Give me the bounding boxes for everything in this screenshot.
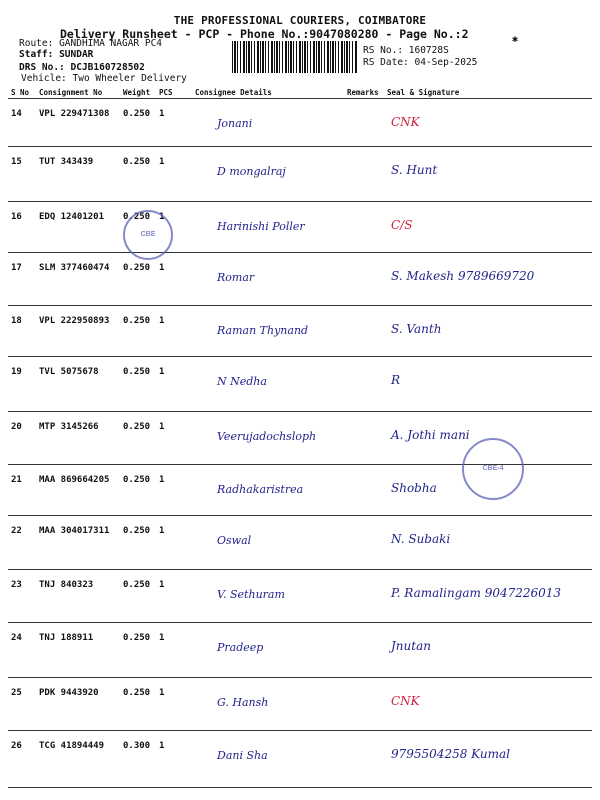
table-row (8, 99, 592, 147)
cell-pcs-text: 1 (159, 157, 165, 167)
cell-signature (384, 678, 592, 731)
col-remarks: Remarks (344, 86, 384, 99)
cell-weight (120, 253, 156, 306)
cell-signature-text: C/S (391, 218, 413, 232)
cell-consignee (192, 147, 344, 202)
table-row (8, 570, 592, 623)
cell-consignment (36, 357, 120, 412)
cell-consignment-text: TNJ 188911 (39, 633, 94, 643)
cell-pcs (156, 678, 192, 731)
cell-consignment-text: VPL 229471308 (39, 109, 110, 119)
cell-sno-text: 22 (11, 526, 22, 536)
cell-consignment-text: MAA 304017311 (39, 526, 110, 536)
cell-sno (8, 465, 36, 516)
cell-weight-text: 0.250 (123, 633, 151, 643)
cell-pcs-text: 1 (159, 633, 165, 643)
cell-signature (384, 253, 592, 306)
cell-signature-text: Shobha (391, 481, 437, 495)
cell-weight (120, 412, 156, 465)
cell-pcs (156, 306, 192, 357)
cell-pcs (156, 357, 192, 412)
seal-stamp-cbe: CBE (123, 210, 173, 260)
cell-weight (120, 516, 156, 570)
cell-consignee-text: Radhakaristrea (217, 483, 304, 496)
cell-remarks (344, 570, 384, 623)
cell-consignee (192, 731, 344, 788)
cell-weight-text: 0.250 (123, 263, 151, 273)
cell-consignee (192, 357, 344, 412)
cell-sno (8, 731, 36, 788)
table-row (8, 516, 592, 570)
table-row (8, 731, 592, 788)
cell-weight-text: 0.250 (123, 212, 151, 222)
cell-signature-text: S. Hunt (391, 163, 438, 177)
cell-consignment-text: MTP 3145266 (39, 422, 99, 432)
cell-weight-text: 0.250 (123, 580, 151, 590)
cell-remarks (344, 412, 384, 465)
cell-signature (384, 99, 592, 147)
cell-sno-text: 20 (11, 422, 22, 432)
cell-weight (120, 99, 156, 147)
cell-weight-text: 0.250 (123, 422, 151, 432)
cell-sno (8, 202, 36, 253)
route-line (19, 38, 162, 49)
table-row (8, 306, 592, 357)
staff-value: SUNDAR (59, 49, 94, 60)
cell-sno-text: 18 (11, 316, 22, 326)
cell-pcs-text: 1 (159, 475, 165, 485)
cell-weight-text: 0.250 (123, 316, 151, 326)
route-label: Route: (19, 38, 54, 49)
cell-weight (120, 306, 156, 357)
cell-consignment-text: MAA 869664205 (39, 475, 110, 485)
cell-weight (120, 678, 156, 731)
cell-consignee-text: V. Sethuram (217, 588, 285, 601)
cell-consignment-text: TVL 5075678 (39, 367, 99, 377)
vehicle-line (21, 73, 187, 84)
cell-consignee (192, 306, 344, 357)
cell-pcs (156, 465, 192, 516)
cell-weight (120, 731, 156, 788)
vehicle-label: Vehicle: (21, 73, 67, 84)
cell-weight (120, 147, 156, 202)
cell-consignment (36, 516, 120, 570)
cell-sno (8, 253, 36, 306)
cell-consignee-text: Veerujadochsloph (217, 430, 317, 443)
cell-consignment (36, 99, 120, 147)
cell-consignment-text: TCG 41894449 (39, 741, 105, 751)
vehicle-value: Two Wheeler Delivery (72, 73, 187, 84)
cell-signature (384, 202, 592, 253)
cell-remarks (344, 99, 384, 147)
cell-sno-text: 24 (11, 633, 22, 643)
runsheet-table (8, 86, 592, 788)
cell-consignee-text: Pradeep (217, 641, 264, 654)
cell-pcs (156, 147, 192, 202)
cell-consignee-text: G. Hansh (217, 696, 269, 709)
table-header (8, 86, 592, 99)
cell-weight (120, 357, 156, 412)
cell-remarks (344, 357, 384, 412)
cell-remarks (344, 147, 384, 202)
cell-consignment (36, 678, 120, 731)
cell-remarks (344, 516, 384, 570)
cell-pcs (156, 570, 192, 623)
cell-weight-text: 0.250 (123, 157, 151, 167)
cell-consignee (192, 202, 344, 253)
staff-label: Staff: (19, 49, 54, 60)
cell-signature-text: A. Jothi mani (391, 428, 470, 442)
cell-sno-text: 25 (11, 688, 22, 698)
cell-signature-text: CNK (391, 694, 420, 708)
cell-pcs-text: 1 (159, 263, 165, 273)
table-row (8, 202, 592, 253)
cell-remarks (344, 202, 384, 253)
cell-signature (384, 357, 592, 412)
cell-sno-text: 15 (11, 157, 22, 167)
col-weight: Weight (120, 86, 156, 99)
cell-consignment-text: EDQ 12401201 (39, 212, 105, 222)
table-row (8, 253, 592, 306)
table-row (8, 147, 592, 202)
cell-sno-text: 16 (11, 212, 22, 222)
cell-signature (384, 623, 592, 678)
route-value: GANDHIMA NAGAR PC4 (59, 38, 163, 49)
cell-consignment (36, 570, 120, 623)
cell-signature (384, 516, 592, 570)
cell-weight (120, 623, 156, 678)
cell-pcs-text: 1 (159, 367, 165, 377)
cell-consignee (192, 412, 344, 465)
cell-sno-text: 23 (11, 580, 22, 590)
cell-signature-text: CNK (391, 115, 420, 129)
col-sno: S No (8, 86, 36, 99)
cell-consignee (192, 253, 344, 306)
cell-consignment-text: VPL 222950893 (39, 316, 110, 326)
cell-consignee-text: Oswal (217, 534, 252, 547)
cell-signature-text: N. Subaki (391, 532, 451, 546)
cell-consignment (36, 147, 120, 202)
cell-sno (8, 357, 36, 412)
cell-pcs (156, 623, 192, 678)
cell-pcs-text: 1 (159, 526, 165, 536)
cell-signature (384, 570, 592, 623)
table-row (8, 623, 592, 678)
cell-remarks (344, 306, 384, 357)
cell-consignee-text: Jonani (217, 117, 253, 130)
cell-signature (384, 731, 592, 788)
cell-consignment (36, 731, 120, 788)
cell-signature (384, 147, 592, 202)
cell-sno-text: 26 (11, 741, 22, 751)
cell-sno-text: 21 (11, 475, 22, 485)
cell-consignment (36, 412, 120, 465)
cell-signature-text: P. Ramalingam 9047226013 (391, 586, 562, 600)
cell-weight-text: 0.250 (123, 367, 151, 377)
cell-weight-text: 0.250 (123, 475, 151, 485)
cell-remarks (344, 623, 384, 678)
cell-remarks (344, 253, 384, 306)
rs-date: RS Date: 04-Sep-2025 (363, 57, 478, 68)
cell-consignment-text: TNJ 840323 (39, 580, 94, 590)
cell-remarks (344, 678, 384, 731)
cell-weight (120, 570, 156, 623)
staff-line (19, 49, 93, 60)
rs-number: RS No.: 160728S (363, 45, 449, 56)
cell-consignee-text: D mongalraj (217, 165, 286, 178)
cell-sno (8, 678, 36, 731)
cell-weight (120, 465, 156, 516)
cell-consignment (36, 623, 120, 678)
cell-consignee-text: N Nedha (217, 375, 267, 388)
cell-consignment (36, 465, 120, 516)
seal-stamp-minerals: CBE-4 (462, 438, 524, 500)
cell-sno (8, 147, 36, 202)
col-consignment: Consignment No (36, 86, 120, 99)
cell-pcs (156, 253, 192, 306)
barcode-image (232, 41, 358, 73)
cell-consignment (36, 202, 120, 253)
cell-consignment (36, 253, 120, 306)
cell-consignee (192, 465, 344, 516)
cell-pcs (156, 731, 192, 788)
cell-pcs (156, 99, 192, 147)
mark-icon: ✱ (512, 34, 519, 45)
cell-consignee (192, 678, 344, 731)
drs-line (19, 62, 145, 73)
cell-sno (8, 412, 36, 465)
cell-consignee (192, 623, 344, 678)
cell-pcs-text: 1 (159, 580, 165, 590)
cell-consignee-text: Raman Thynand (217, 324, 309, 337)
cell-consignee-text: Romar (217, 271, 255, 284)
cell-consignee-text: Harinishi Poller (217, 220, 305, 233)
cell-pcs-text: 1 (159, 212, 165, 222)
cell-sno-text: 17 (11, 263, 22, 273)
cell-pcs-text: 1 (159, 109, 165, 119)
cell-signature-text: R (391, 373, 401, 387)
table-row (8, 357, 592, 412)
cell-consignee-text: Dani Sha (217, 749, 268, 762)
cell-pcs-text: 1 (159, 688, 165, 698)
cell-signature-text: 9795504258 Kumal (391, 747, 510, 761)
cell-sno-text: 19 (11, 367, 22, 377)
cell-weight-text: 0.250 (123, 526, 151, 536)
cell-signature (384, 306, 592, 357)
cell-remarks (344, 731, 384, 788)
runsheet-subtitle: Delivery Runsheet - PCP - Phone No.:9047080280 - Page No.:2 (60, 27, 469, 41)
cell-pcs (156, 412, 192, 465)
cell-sno (8, 516, 36, 570)
runsheet-title: THE PROFESSIONAL COURIERS, COIMBATORE (173, 14, 427, 27)
cell-signature-text: S. Makesh 9789669720 (391, 269, 535, 283)
table-row (8, 678, 592, 731)
drs-label: DRS No.: (19, 62, 65, 73)
drs-value: DCJB160728502 (70, 62, 145, 73)
cell-sno-text: 14 (11, 109, 22, 119)
cell-remarks (344, 465, 384, 516)
cell-pcs-text: 1 (159, 316, 165, 326)
cell-pcs (156, 516, 192, 570)
cell-pcs-text: 1 (159, 422, 165, 432)
cell-signature-text: Jnutan (391, 639, 431, 653)
cell-sno (8, 306, 36, 357)
cell-consignment (36, 306, 120, 357)
cell-pcs-text: 1 (159, 741, 165, 751)
cell-sno (8, 99, 36, 147)
col-signature: Seal & Signature (384, 86, 592, 99)
cell-consignee (192, 570, 344, 623)
cell-sno (8, 570, 36, 623)
cell-signature-text: S. Vanth (391, 322, 442, 336)
cell-sno (8, 623, 36, 678)
cell-consignee (192, 99, 344, 147)
cell-consignee (192, 516, 344, 570)
col-pcs: PCS (156, 86, 192, 99)
cell-weight-text: 0.250 (123, 109, 151, 119)
cell-weight-text: 0.300 (123, 741, 151, 751)
cell-consignment-text: TUT 343439 (39, 157, 94, 167)
col-consignee: Consignee Details (192, 86, 344, 99)
cell-consignment-text: PDK 9443920 (39, 688, 99, 698)
cell-consignment-text: SLM 377460474 (39, 263, 110, 273)
cell-weight-text: 0.250 (123, 688, 151, 698)
